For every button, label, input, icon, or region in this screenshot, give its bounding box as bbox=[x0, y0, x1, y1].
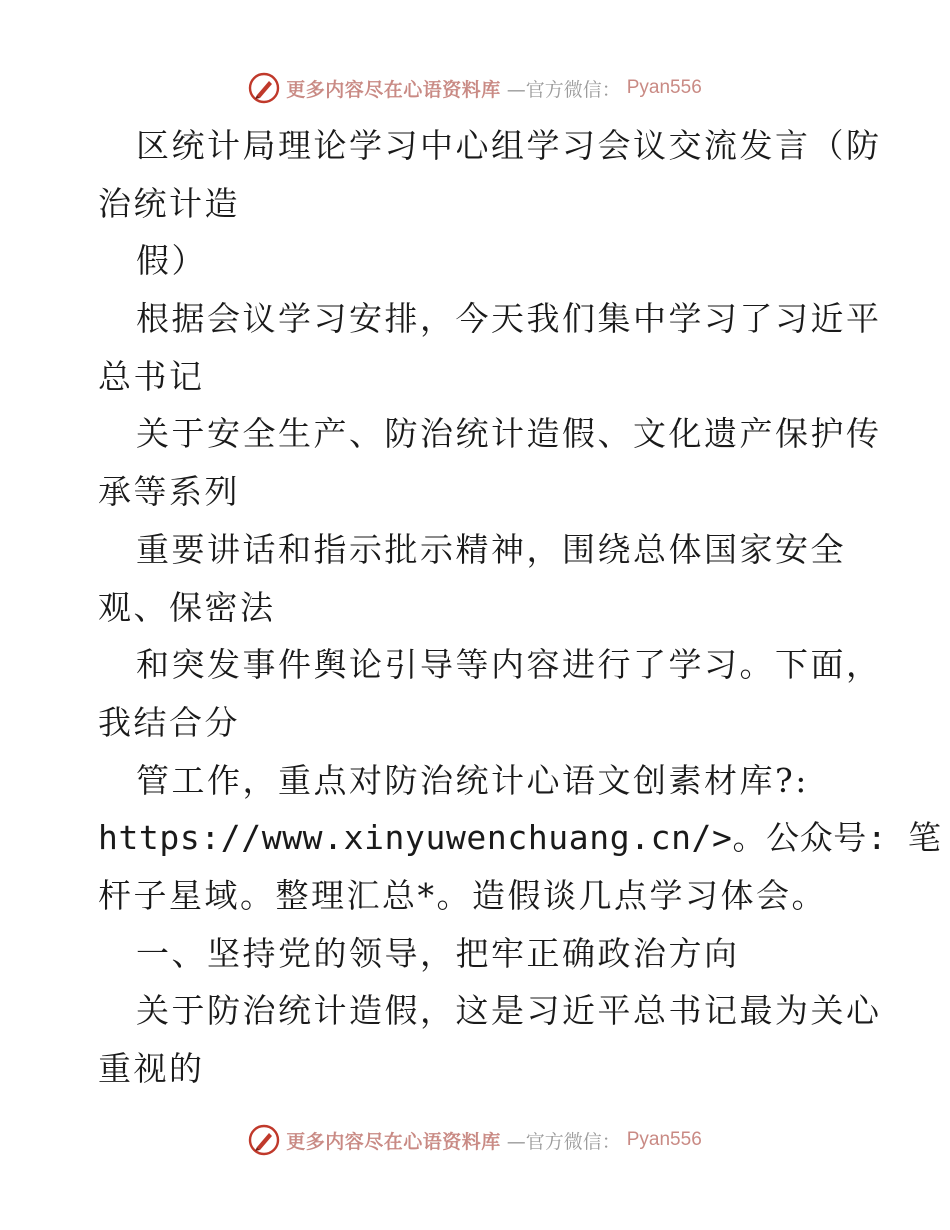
text-line: 我结合分 bbox=[98, 702, 240, 742]
text-line: 区统计局理论学习中心组学习会议交流发言（防 bbox=[136, 126, 882, 165]
watermark-sub-text: —官方微信： bbox=[506, 78, 621, 101]
watermark-sub-text: —官方微信： bbox=[506, 1130, 621, 1153]
text-line: 总书记 bbox=[98, 356, 205, 396]
text-line: 观、保密法 bbox=[98, 587, 276, 627]
text-line: 杆子星域。整理汇总*。造假谈几点学习体会。 bbox=[98, 875, 827, 915]
section-heading: 一、坚持党的领导，把牢正确政治方向 bbox=[136, 933, 740, 973]
text-line: 关于防治统计造假，这是习近平总书记最为关心 bbox=[136, 991, 882, 1031]
watermark-wechat-id: Pyan556 bbox=[626, 77, 702, 98]
text-line: 根据会议学习安排，今天我们集中学习了习近平 bbox=[136, 299, 882, 339]
pen-logo-icon bbox=[248, 72, 280, 104]
document-body bbox=[98, 117, 942, 1098]
text-line: 治统计造 bbox=[98, 183, 240, 223]
watermark-main-text: 更多内容尽在心语资料库 bbox=[286, 1130, 501, 1153]
header-watermark bbox=[0, 72, 950, 104]
watermark-main-text: 更多内容尽在心语资料库 bbox=[286, 78, 501, 101]
footer-watermark bbox=[0, 1124, 950, 1156]
watermark-wechat-id: Pyan556 bbox=[626, 1129, 702, 1150]
text-line: 管工作，重点对防治统计心语文创素材库?: bbox=[136, 760, 809, 800]
text-line: 承等系列 bbox=[98, 472, 240, 512]
pen-logo-icon bbox=[248, 1124, 280, 1156]
text-line: 重要讲话和指示批示精神，围绕总体国家安全 bbox=[136, 529, 846, 569]
text-line: 重视的 bbox=[98, 1049, 205, 1088]
text-line: 假） bbox=[136, 241, 207, 281]
text-line: 和突发事件舆论引导等内容进行了学习。下面， bbox=[136, 645, 882, 685]
text-line-url: https://www.xinyuwenchuang.cn/>。公众号: 笔 bbox=[98, 818, 942, 858]
text-line: 关于安全生产、防治统计造假、文化遗产保护传 bbox=[136, 414, 882, 454]
